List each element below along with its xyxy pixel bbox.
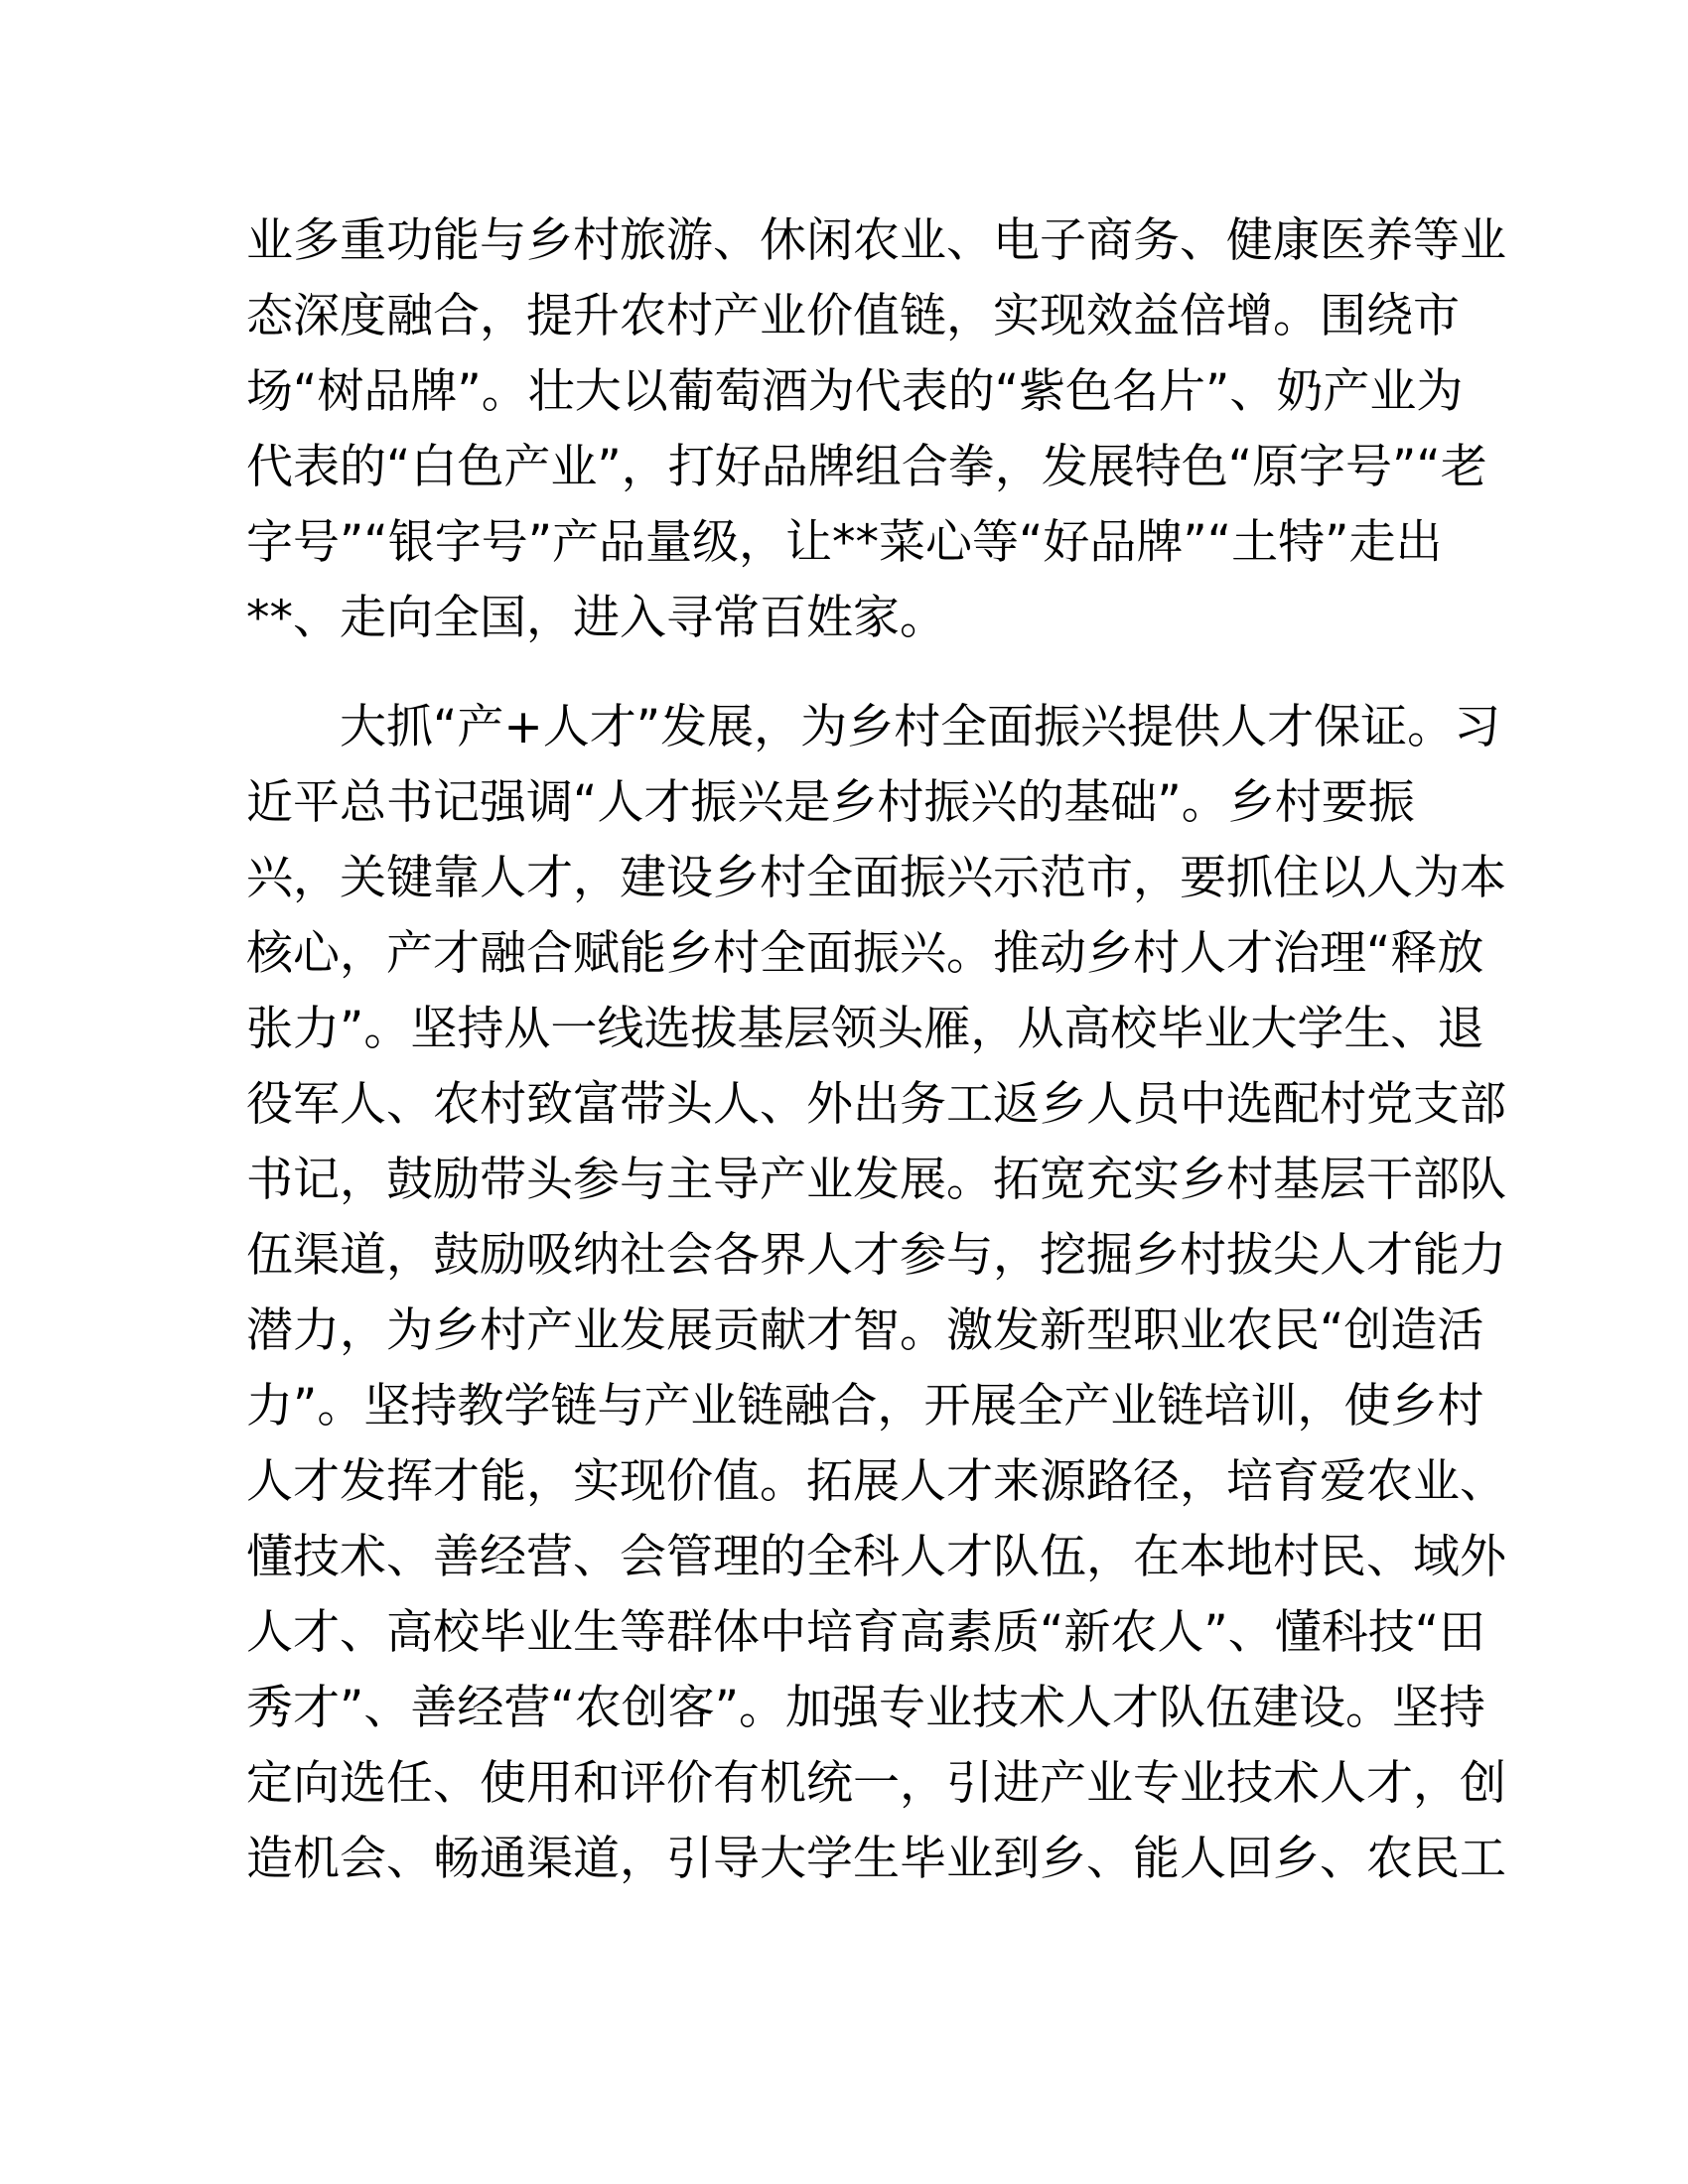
paragraph-line: 伍渠道，鼓励吸纳社会各界人才参与，挖掘乡村拔尖人才能力 [246,1228,1506,1283]
paragraph-1 [246,204,1506,656]
paragraph-2 [246,690,1506,1897]
paragraph-line: **、走向全国，进入寻常百姓家。 [246,591,946,645]
paragraph-line: 代表的“白色产业”，打好品牌组合拳，发展特色“原字号”“老 [246,440,1487,494]
paragraph-line: 秀才”、善经营“农创客”。加强专业技术人才队伍建设。坚持 [246,1681,1486,1735]
paragraph-line: 书记，鼓励带头参与主导产业发展。拓宽充实乡村基层干部队 [246,1153,1506,1207]
paragraph-line: 役军人、农村致富带头人、外出务工返乡人员中选配村党支部 [246,1077,1506,1132]
paragraph-line: 字号”“银字号”产品量级，让**菜心等“好品牌”“土特”走出 [246,515,1443,570]
paragraph-line: 大抓“产+人才”发展，为乡村全面振兴提供人才保证。习 [246,700,1501,754]
paragraph-line: 潜力，为乡村产业发展贡献才智。激发新型职业农民“创造活 [246,1303,1484,1358]
paragraph-line: 态深度融合，提升农村产业价值链，实现效益倍增。围绕市 [246,289,1460,343]
paragraph-line: 近平总书记强调“人才振兴是乡村振兴的基础”。乡村要振 [246,775,1415,830]
paragraph-line: 造机会、畅通渠道，引导大学生毕业到乡、能人回乡、农民工 [246,1832,1506,1886]
paragraph-line: 懂技术、善经营、会管理的全科人才队伍，在本地村民、域外 [246,1530,1506,1584]
paragraph-line: 场“树品牌”。壮大以葡萄酒为代表的“紫色名片”、奶产业为 [246,364,1464,419]
paragraph-line: 业多重功能与乡村旅游、休闲农业、电子商务、健康医养等业 [246,213,1506,268]
paragraph-line: 核心，产才融合赋能乡村全面振兴。推动乡村人才治理“释放 [246,926,1484,981]
paragraph-line: 定向选任、使用和评价有机统一，引进产业专业技术人才，创 [246,1756,1506,1811]
paragraph-line: 人才发挥才能，实现价值。拓展人才来源路径，培育爱农业、 [246,1454,1506,1509]
paragraph-line: 张力”。坚持从一线选拔基层领头雁，从高校毕业大学生、退 [246,1002,1484,1056]
paragraph-line: 人才、高校毕业生等群体中培育高素质“新农人”、懂科技“田 [246,1605,1486,1660]
paragraph-line: 兴，关键靠人才，建设乡村全面振兴示范市，要抓住以人为本 [246,851,1506,905]
paragraph-line: 力”。坚持教学链与产业链融合，开展全产业链培训，使乡村 [246,1379,1484,1433]
